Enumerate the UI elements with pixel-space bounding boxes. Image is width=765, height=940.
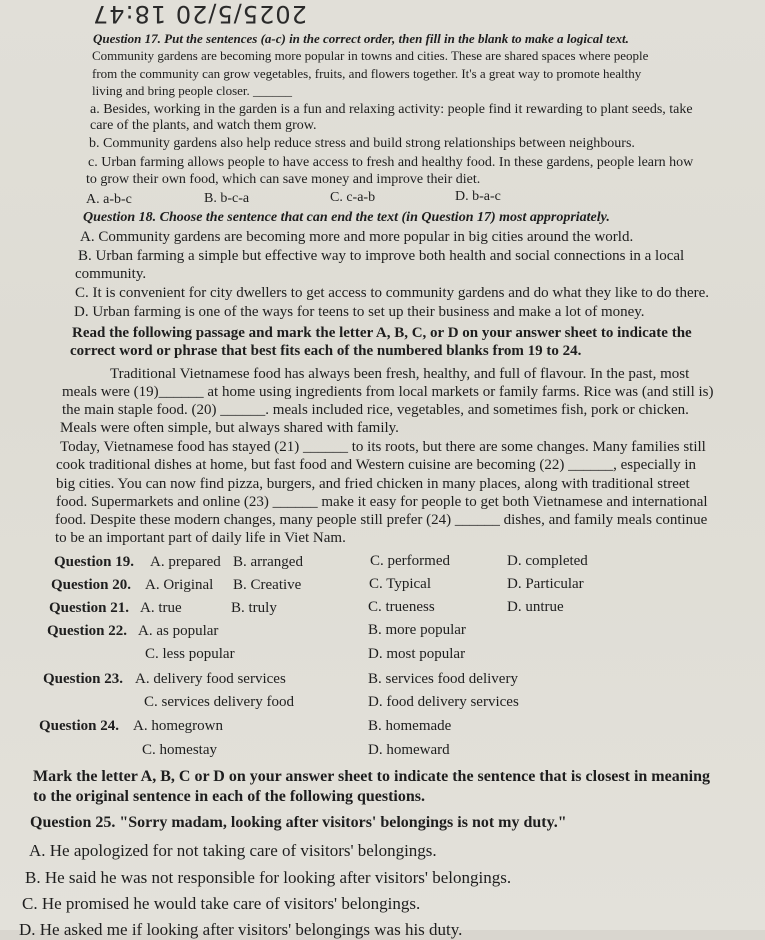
q22-option-b: B. more popular [368, 622, 466, 638]
q18-option-a: A. Community gardens are becoming more and more popular in big cities around the world. [80, 229, 634, 245]
q17-option-d: D. b-a-c [455, 189, 501, 204]
passage-line-3: the main staple food. (20) ______. meals included rice, vegetables, and sometimes fish, pork or chicken. [62, 402, 689, 418]
q17-title: Question 17. Put the sentences (a-c) in the correct order, then fill in the blank to make a logical text. [93, 31, 629, 46]
q24-label: Question 24. [39, 718, 120, 734]
q20-option-d: D. Particular [507, 576, 584, 592]
q21-label: Question 21. [49, 600, 130, 616]
q18-option-b-line-1: B. Urban farming a simple but effective way to improve both health and social connections in a local [78, 248, 685, 264]
passage-line-10: to be an important part of daily life in Viet Nam. [55, 530, 346, 546]
q23-option-d: D. food delivery services [368, 694, 519, 710]
q17-sentence-c-line-1: c. Urban farming allows people to have access to fresh and healthy food. In these gardens, people learn how [88, 155, 694, 170]
q25-option-b: B. He said he was not responsible for looking after visitors' belongings. [25, 868, 512, 887]
q18-option-c: C. It is convenient for city dwellers to get access to community gardens and do what they like to do there. [75, 285, 709, 301]
q25-option-d: D. He asked me if looking after visitors' belongings was his duty. [19, 920, 463, 939]
q24-option-d: D. homeward [368, 742, 450, 758]
q25-title: Question 25. "Sorry madam, looking after visitors' belongings is not my duty." [30, 814, 567, 831]
q24-option-c: C. homestay [142, 742, 217, 758]
timestamp-stamp: 2025/5/20 18:47 [92, 0, 307, 28]
q17-option-a: A. a-b-c [86, 192, 132, 207]
q21-option-c: C. trueness [368, 599, 435, 615]
q19-option-c: C. performed [370, 553, 450, 569]
q23-option-b: B. services food delivery [368, 671, 518, 687]
passage-line-8: food. Supermarkets and online (23) ______ make it easy for people to get both Vietnamese and international [56, 494, 708, 510]
q24-option-a: A. homegrown [133, 718, 223, 734]
passage-line-2: meals were (19)______ at home using ingredients from local markets or family farms. Rice was (and still is) [62, 384, 714, 400]
passage-line-9: food. Despite these modern changes, many people still prefer (24) ______ dishes, and family meals continue [55, 512, 708, 528]
q18-option-b-line-2: community. [75, 266, 147, 282]
q20-option-b: B. Creative [233, 577, 302, 593]
passage-line-6: cook traditional dishes at home, but fast food and Western cuisine are becoming (22) ______, especially in [56, 457, 697, 473]
q20-option-c: C. Typical [369, 576, 431, 592]
q21-option-d: D. untrue [507, 599, 564, 615]
instruction-meaning-line-1: Mark the letter A, B, C or D on your answer sheet to indicate the sentence that is closest in meaning [33, 768, 710, 785]
passage-line-7: big cities. You can now find pizza, burgers, and fried chicken in many places, along with traditional street [56, 476, 690, 492]
q19-option-b: B. arranged [233, 554, 303, 570]
q17-sentence-a-line-2: care of the plants, and watch them grow. [90, 118, 317, 133]
q22-label: Question 22. [47, 623, 128, 639]
q18-option-d: D. Urban farming is one of the ways for teens to set up their business and make a lot of money. [74, 304, 645, 320]
q17-option-b: B. b-c-a [204, 191, 250, 206]
q23-option-a: A. delivery food services [135, 671, 286, 687]
q20-label: Question 20. [51, 577, 132, 593]
q19-label: Question 19. [54, 554, 135, 570]
q23-label: Question 23. [43, 671, 124, 687]
q17-option-c: C. c-a-b [330, 190, 376, 205]
q19-option-d: D. completed [507, 553, 588, 569]
q17-sentence-c-line-2: to grow their own food, which can save money and improve their diet. [86, 172, 481, 187]
instruction-cloze-line-1: Read the following passage and mark the letter A, B, C, or D on your answer sheet to indicate the [72, 325, 692, 341]
q24-option-b: B. homemade [368, 718, 452, 734]
passage-line-5: Today, Vietnamese food has stayed (21) ______ to its roots, but there are some changes. Many families still [60, 439, 706, 455]
instruction-cloze-line-2: correct word or phrase that best fits each of the numbered blanks from 19 to 24. [70, 343, 582, 359]
q21-option-b: B. truly [231, 600, 277, 616]
q23-option-c: C. services delivery food [144, 694, 294, 710]
q19-option-a: A. prepared [150, 554, 221, 570]
q17-sentence-a-line-1: a. Besides, working in the garden is a fun and relaxing activity: people find it rewarding to plant seeds, take [90, 102, 693, 117]
q20-option-a: A. Original [145, 577, 214, 593]
q22-option-a: A. as popular [138, 623, 219, 639]
q17-passage-line-1: Community gardens are becoming more popular in towns and cities. These are shared spaces where people [92, 48, 649, 63]
q18-title: Question 18. Choose the sentence that can end the text (in Question 17) most appropriately. [83, 210, 610, 225]
instruction-meaning-line-2: to the original sentence in each of the following questions. [33, 788, 425, 805]
q17-sentence-b: b. Community gardens also help reduce stress and build strong relationships between neighbours. [89, 136, 635, 151]
q21-option-a: A. true [140, 600, 182, 616]
q25-option-c: C. He promised he would take care of visitors' belongings. [22, 894, 421, 913]
q22-option-d: D. most popular [368, 646, 466, 662]
passage-line-1: Traditional Vietnamese food has always been fresh, healthy, and full of flavour. In the past, most [110, 366, 690, 382]
q17-passage-line-3: living and bring people closer. ______ [92, 83, 293, 98]
q25-option-a: A. He apologized for not taking care of visitors' belongings. [29, 841, 437, 860]
q17-passage-line-2: from the community can grow vegetables, fruits, and flowers together. It's a great way to promote healthy [92, 66, 642, 81]
q22-option-c: C. less popular [145, 646, 235, 662]
passage-line-4: Meals were often simple, but always shared with family. [60, 420, 399, 436]
